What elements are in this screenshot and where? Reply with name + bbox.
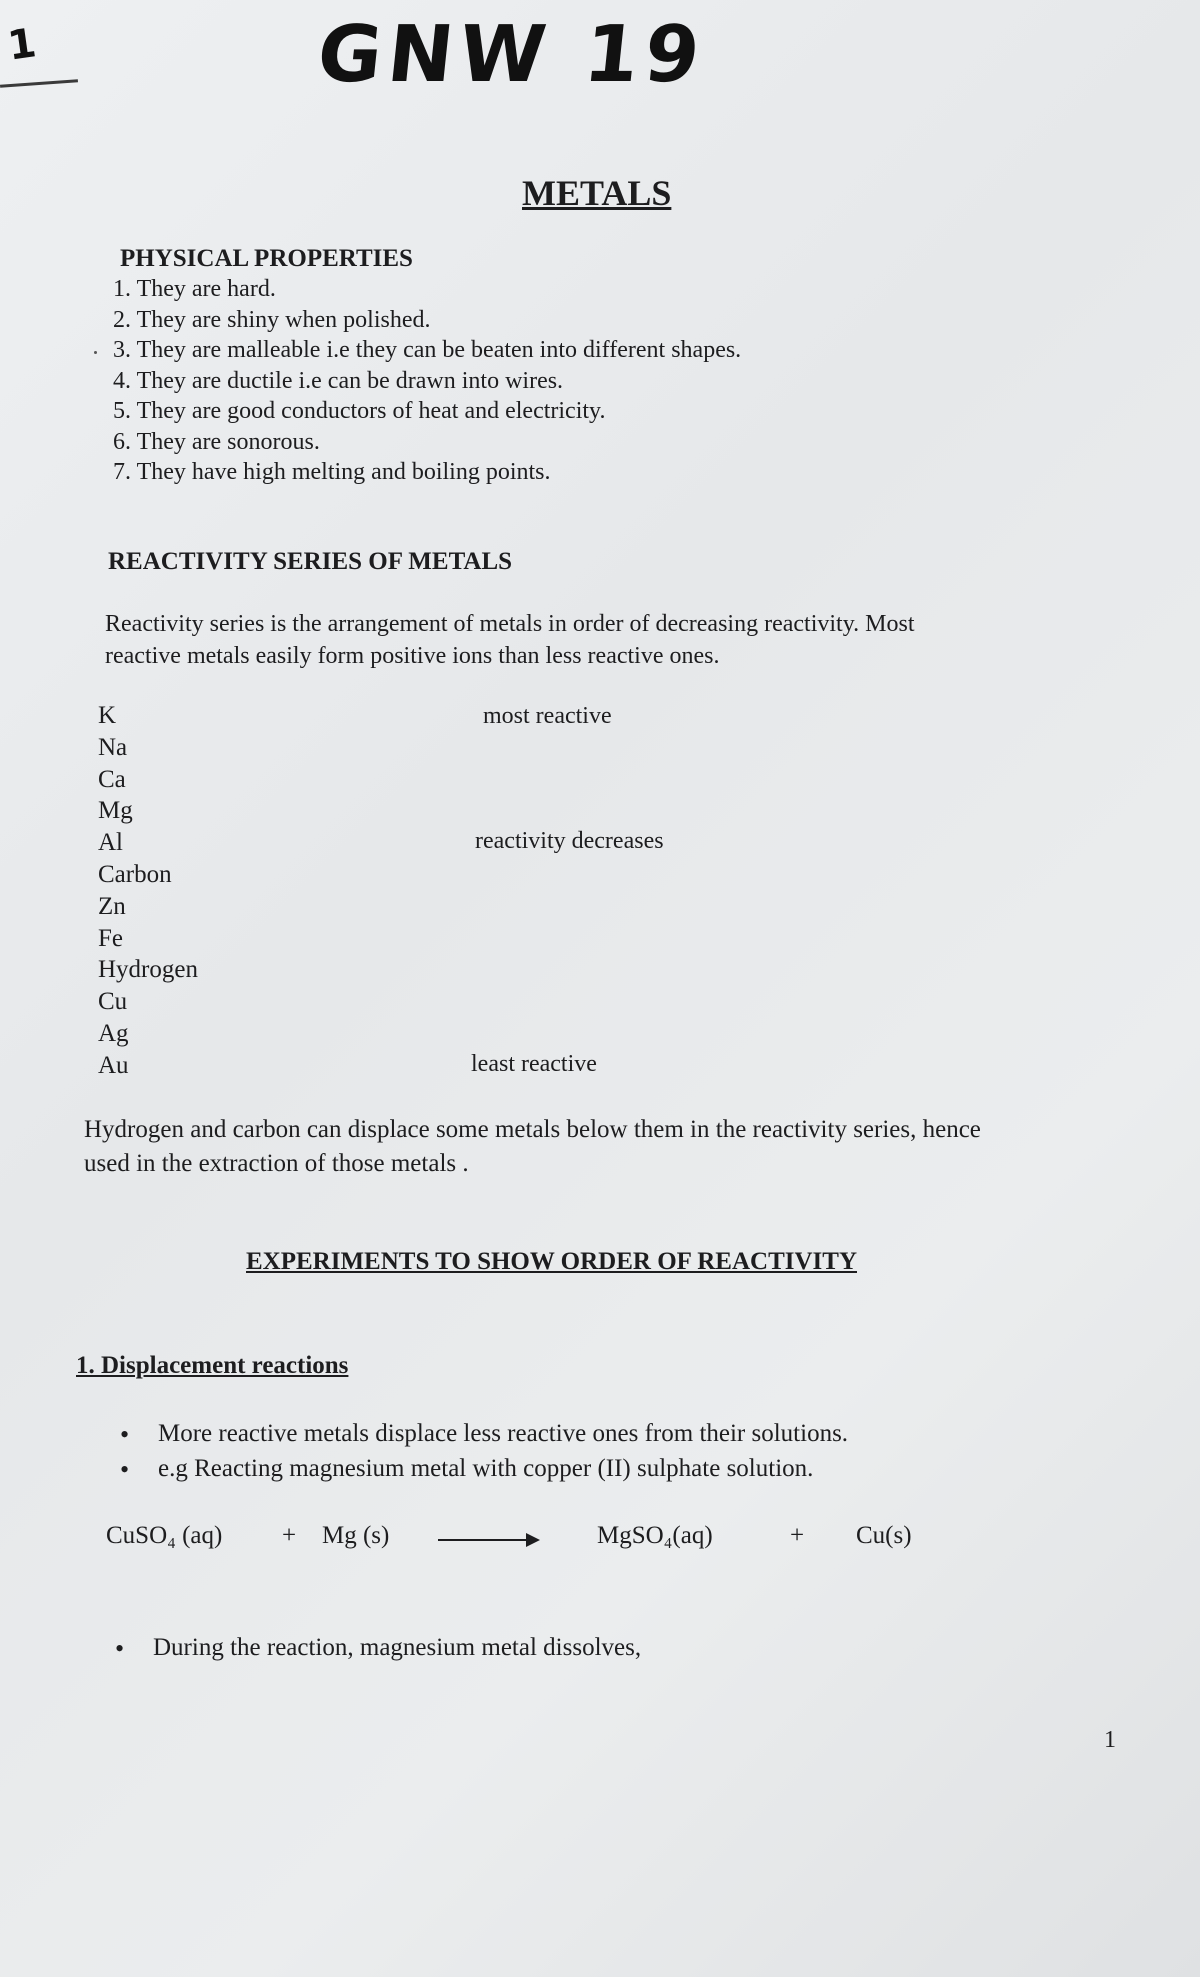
metal-item: Hydrogen: [98, 956, 198, 984]
metal-item: Zn: [98, 892, 126, 920]
metal-item: Al: [98, 829, 123, 857]
metal-item: Cu: [98, 988, 128, 1016]
list-item: 3. They are malleable i.e they can be beaten into different shapes.: [113, 337, 742, 363]
equation-plus-2: +: [790, 1522, 805, 1549]
handwritten-underline: [0, 79, 78, 87]
metal-item: K: [98, 702, 117, 729]
equation-product-1: MgSO₄(aq): [597, 1522, 713, 1549]
equation-reactant-2: Mg (s): [322, 1522, 390, 1549]
reactivity-series-list: [98, 700, 198, 1082]
reactivity-intro-line: reactive metals easily form positive ions than less reactive ones.: [105, 643, 720, 669]
stray-mark: [94, 351, 97, 354]
reactivity-heading: REACTIVITY SERIES OF METALS: [108, 548, 513, 575]
bullet-item: • During the reaction, magnesium metal dissolves,: [153, 1634, 641, 1662]
equation-reactant-1: CuSO₄ (aq): [106, 1522, 223, 1549]
list-item: 5. They are good conductors of heat and electricity.: [113, 398, 606, 424]
handwritten-title: GNW 19: [313, 10, 710, 100]
bullet-item: • More reactive metals displace less reactive ones from their solutions.: [158, 1420, 848, 1448]
equation-product-2: Cu(s): [856, 1522, 912, 1549]
metal-item: Na: [98, 733, 128, 761]
metal-item: Ag: [98, 1019, 129, 1047]
page-number: 1: [1104, 1727, 1116, 1753]
physical-properties-heading: PHYSICAL PROPERTIES: [120, 245, 413, 272]
most-reactive-label: most reactive: [483, 703, 612, 729]
reactivity-decreases-label: reactivity decreases: [475, 828, 664, 854]
handwritten-page-number: 1: [4, 20, 39, 70]
reactivity-intro-line: Reactivity series is the arrangement of metals in order of decreasing reactivity. Most: [105, 611, 915, 637]
experiments-heading: EXPERIMENTS TO SHOW ORDER OF REACTIVITY: [246, 1248, 857, 1275]
bullet-item: • e.g Reacting magnesium metal with copper (II) sulphate solution.: [158, 1455, 813, 1483]
hydrogen-carbon-note: [84, 1113, 981, 1181]
note-line: used in the extraction of those metals .: [84, 1150, 469, 1177]
metal-item: Fe: [98, 924, 123, 952]
reactivity-intro: [105, 608, 915, 672]
list-item: 4. They are ductile i.e can be drawn into wires.: [113, 367, 564, 394]
physical-properties-list: [113, 274, 741, 488]
metal-item: Ca: [98, 765, 126, 793]
least-reactive-label: least reactive: [471, 1051, 597, 1077]
document-title: METALS: [522, 173, 672, 213]
metal-item: Mg: [98, 797, 133, 825]
list-item: 7. They have high melting and boiling points.: [113, 459, 551, 485]
list-item: 1. They are hard.: [113, 276, 276, 302]
note-line: Hydrogen and carbon can displace some metals below them in the reactivity series, hence: [84, 1116, 981, 1143]
list-item: 6. They are sonorous.: [113, 428, 320, 455]
metal-item: Carbon: [98, 860, 172, 888]
metal-item: Au: [98, 1051, 129, 1079]
equation-plus-1: +: [282, 1522, 297, 1549]
reaction-arrow-icon: [438, 1539, 538, 1541]
list-item: 2. They are shiny when polished.: [113, 306, 431, 333]
displacement-reactions-heading: 1. Displacement reactions: [76, 1352, 349, 1379]
